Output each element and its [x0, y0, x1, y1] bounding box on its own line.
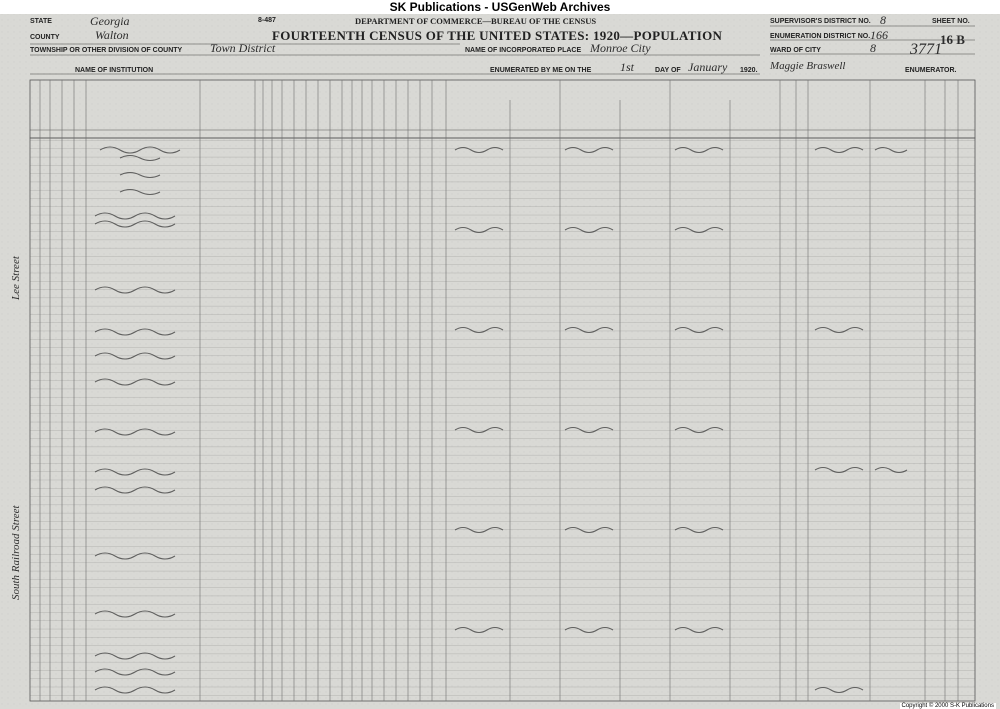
ward-value: 8: [870, 41, 876, 55]
enumerated-label: ENUMERATED BY ME ON THE: [490, 67, 592, 74]
enumerator-label: ENUMERATOR.: [905, 67, 957, 74]
supervisor-label: SUPERVISOR'S DISTRICT NO.: [770, 18, 871, 25]
enumerated-day: 1st: [620, 60, 635, 74]
county-label: COUNTY: [30, 34, 60, 41]
day-of-label: DAY OF: [655, 67, 681, 74]
margin-note-railroad-street: South Railroad Street: [10, 505, 22, 600]
ward-label: WARD OF CITY: [770, 47, 821, 54]
institution-label: NAME OF INSTITUTION: [75, 67, 154, 74]
form-number: 8-487: [258, 17, 276, 24]
county-value: Walton: [95, 28, 129, 42]
sheet-label: SHEET NO.: [932, 18, 970, 25]
ed-value: 166: [870, 28, 888, 42]
enumerated-month: January: [688, 60, 728, 74]
township-label: TOWNSHIP OR OTHER DIVISION OF COUNTY: [30, 47, 183, 54]
state-value: Georgia: [90, 14, 130, 28]
copyright-notice: Copyright © 2000 S-K Publications: [901, 703, 994, 709]
census-title: FOURTEENTH CENSUS OF THE UNITED STATES: 1920—POPULATION: [272, 28, 723, 43]
incorporated-value: Monroe City: [590, 41, 651, 55]
stamped-page-number: 3771: [910, 41, 942, 58]
department-line: DEPARTMENT OF COMMERCE—BUREAU OF THE CENSUS: [355, 16, 597, 26]
ed-label: ENUMERATION DISTRICT NO.: [770, 33, 871, 40]
supervisor-value: 8: [880, 13, 886, 27]
township-value: Town District: [210, 41, 276, 55]
incorporated-label: NAME OF INCORPORATED PLACE: [465, 47, 582, 54]
census-year: 1920.: [740, 67, 758, 74]
margin-note-lee-street: Lee Street: [10, 256, 22, 300]
sheet-value: 16 B: [940, 32, 965, 47]
state-label: STATE: [30, 18, 52, 25]
archive-banner: SK Publications - USGenWeb Archives: [0, 0, 1000, 14]
enumerator-signature: Maggie Braswell: [770, 60, 846, 72]
